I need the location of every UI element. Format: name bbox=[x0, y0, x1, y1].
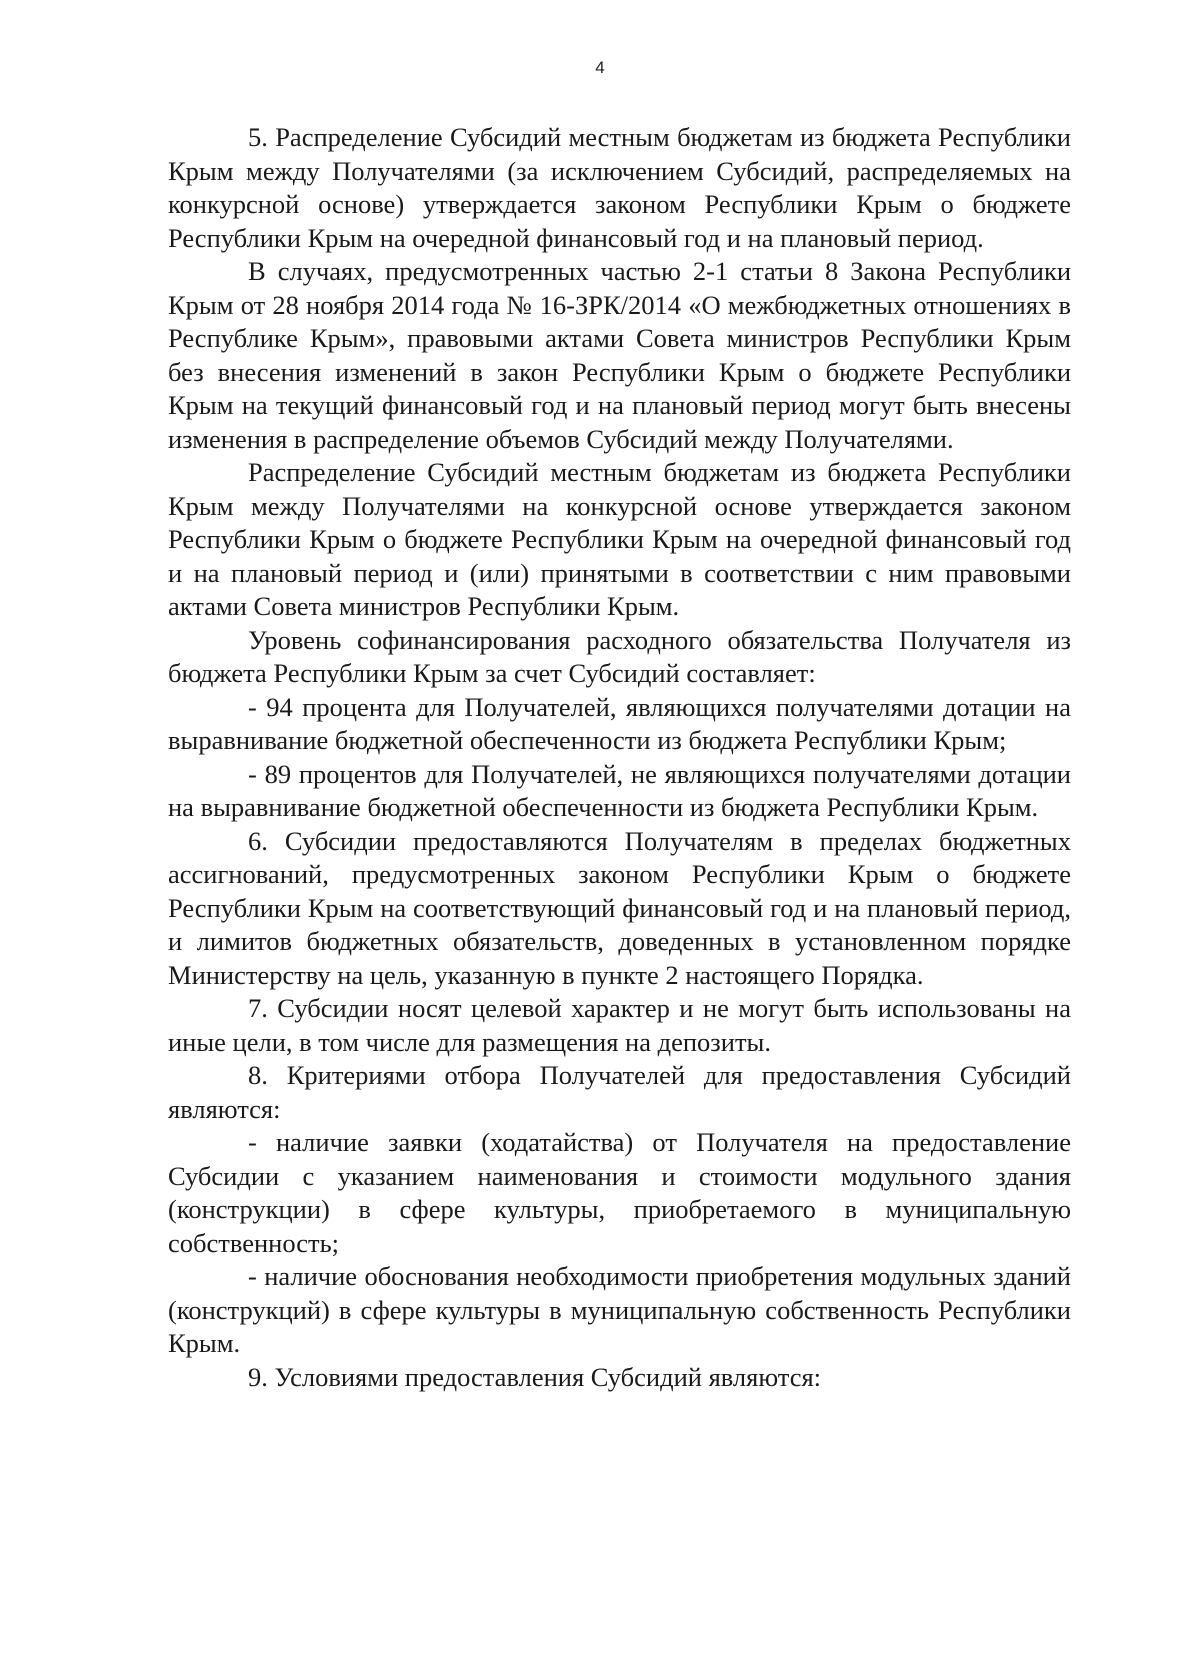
paragraph-5-distribution: 5. Распределение Субсидий местным бюджетам из бюджета Республики Крым между Получателями (за исключением Субсидий, распределяемых на конкурсной основе) утверждается законом Республики Крым о бюджете Республики Крым на очередной финансовый год и на плановый период. bbox=[168, 122, 1071, 253]
list-item-94-percent: - 94 процента для Получателей, являющихся получателями дотации на выравнивание бюджетной обеспеченности из бюджета Республики Крым; bbox=[168, 691, 1071, 755]
paragraph-8-selection-criteria: 8. Критериями отбора Получателей для предоставления Субсидий являются: bbox=[168, 1060, 1071, 1124]
paragraph-cofinancing-level: Уровень софинансирования расходного обязательства Получателя из бюджета Республики Крым за счет Субсидий составляет: bbox=[168, 624, 1071, 688]
page-number: 4 bbox=[595, 58, 605, 77]
document-body bbox=[168, 121, 1071, 1394]
list-item-89-percent: - 89 процентов для Получателей, не являющихся получателями дотации на выравнивание бюджетной обеспеченности из бюджета Республики Крым. bbox=[168, 758, 1071, 822]
paragraph-competitive-distribution: Распределение Субсидий местным бюджетам из бюджета Республики Крым между Получателями на конкурсной основе утверждается законом Республики Крым о бюджете Республики Крым на очередной финансовый год и на плановый период и (или) принятыми в соответствии с ним правовыми актами Совета министров Республики Крым. bbox=[168, 457, 1071, 621]
list-item-application: - наличие заявки (ходатайства) от Получателя на предоставление Субсидии с указанием наименования и стоимости модульного здания (конструкции) в сфере культуры, приобретаемого в муниципальную собственность; bbox=[168, 1127, 1071, 1258]
paragraph-changes-in-distribution: В случаях, предусмотренных частью 2-1 статьи 8 Закона Республики Крым от 28 ноября 2014 года № 16-ЗРК/2014 «О межбюджетных отношениях в Республике Крым», правовыми актами Совета министров Республики Крым без внесения изменений в закон Республики Крым о бюджете Республики Крым на текущий финансовый год и на плановый период могут быть внесены изменения в распределение объемов Субсидий между Получателями. bbox=[168, 256, 1071, 454]
paragraph-9-conditions: 9. Условиями предоставления Субсидий являются: bbox=[248, 1361, 822, 1392]
paragraph-7-target-use: 7. Субсидии носят целевой характер и не могут быть использованы на иные цели, в том числе для размещения на депозиты. bbox=[168, 993, 1071, 1057]
list-item-justification: - наличие обоснования необходимости приобретения модульных зданий (конструкций) в сфере культуры в муниципальную собственность Республики Крым. bbox=[168, 1261, 1071, 1358]
paragraph-6-budget-limits: 6. Субсидии предоставляются Получателям в пределах бюджетных ассигнований, предусмотренных законом Республики Крым о бюджете Республики Крым на соответствующий финансовый год и на плановый период, и лимитов бюджетных обязательств, доведенных в установленном порядке Министерству на цель, указанную в пункте 2 настоящего Порядка. bbox=[168, 825, 1071, 990]
